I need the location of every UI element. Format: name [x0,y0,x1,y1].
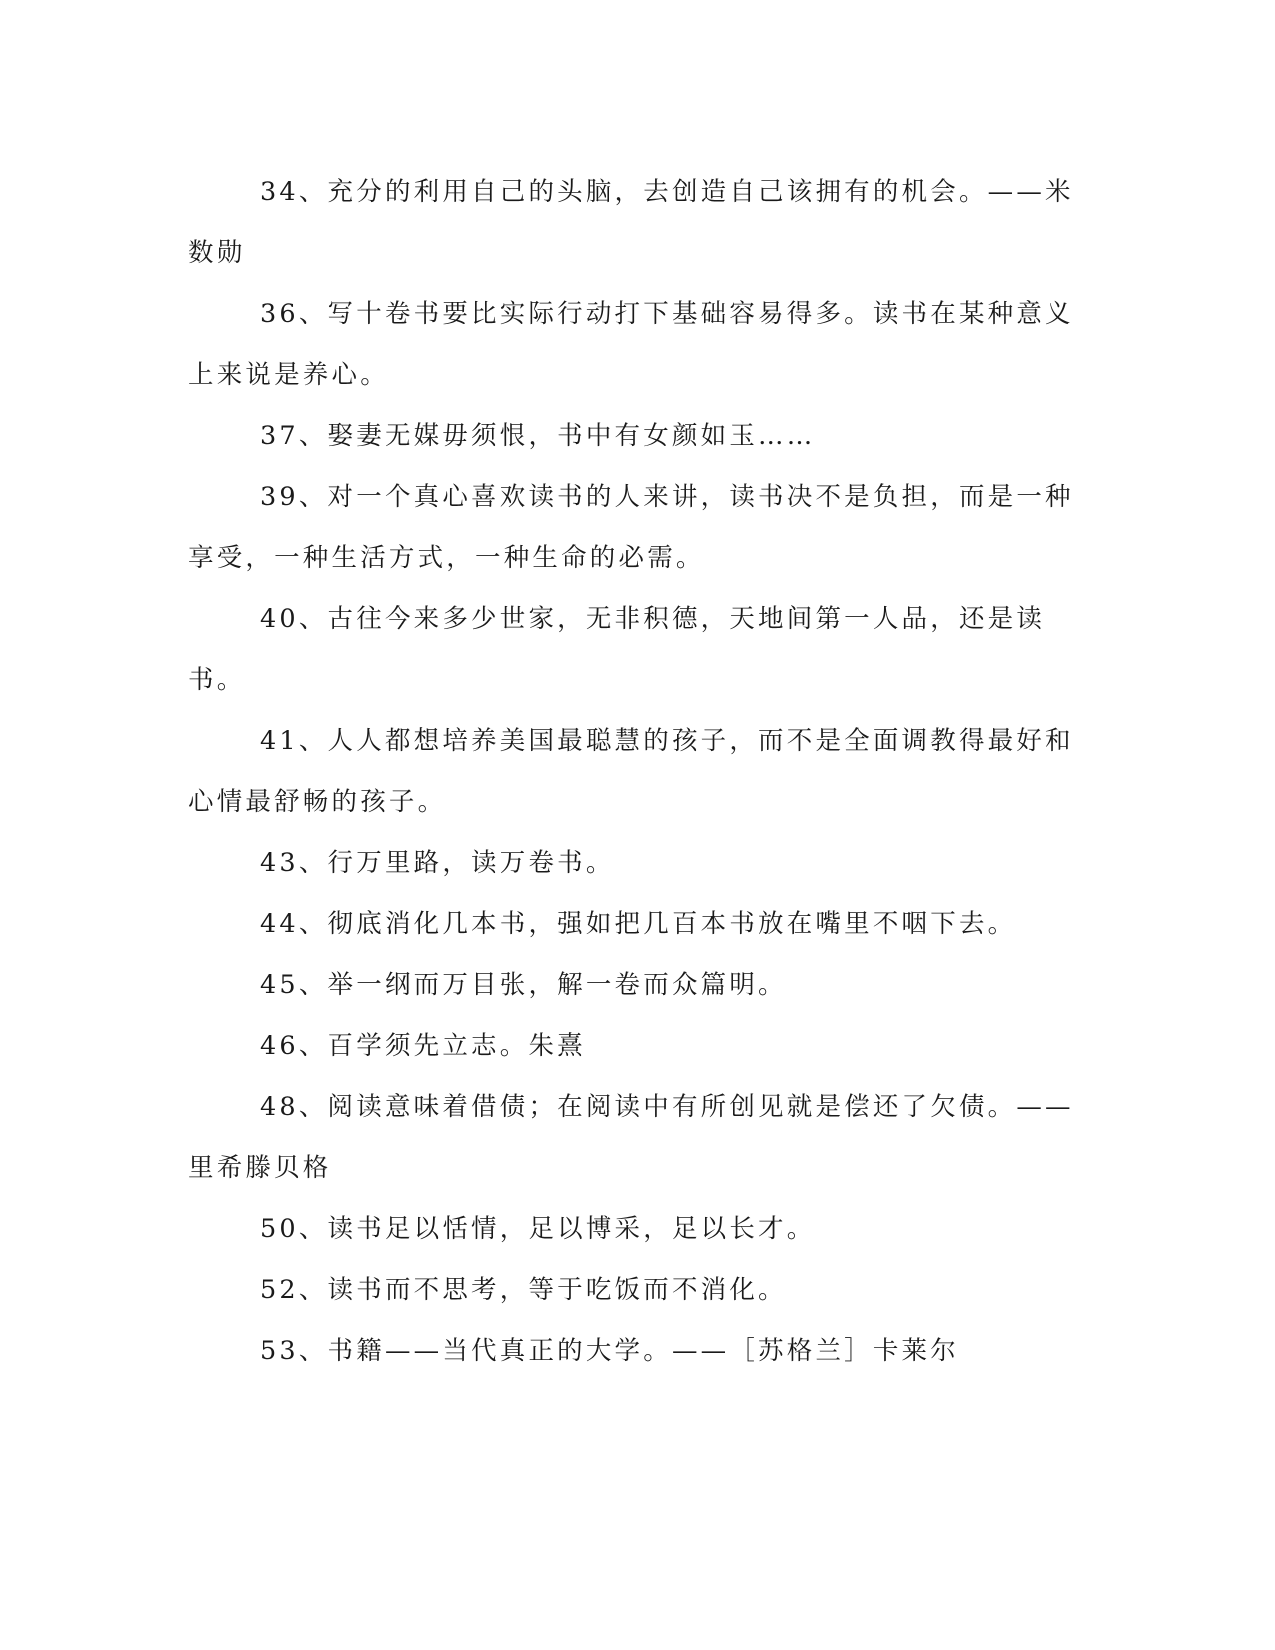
paragraph-line: 34、充分的利用自己的头脑，去创造自己该拥有的机会。——米 [260,177,1074,207]
paragraph-45 [188,955,1076,1016]
paragraph-line: 数勋 [188,238,246,268]
paragraph-52 [188,1260,1076,1321]
paragraph-line: 48、阅读意味着借债；在阅读中有所创见就是偿还了欠债。—— [260,1092,1074,1122]
paragraph-line: 享受，一种生活方式，一种生命的必需。 [188,543,705,573]
paragraph-48 [188,1077,1076,1199]
paragraph-53 [188,1321,1076,1382]
paragraph-50 [188,1199,1076,1260]
paragraph-line: 52、读书而不思考，等于吃饭而不消化。 [260,1275,787,1305]
paragraph-43 [188,833,1076,894]
paragraph-36 [188,284,1076,406]
paragraph-line: 40、古往今来多少世家，无非积德，天地间第一人品，还是读书 [188,604,1046,695]
paragraph-line: 41、人人都想培养美国最聪慧的孩子，而不是全面调教得最好和 [260,726,1074,756]
document-body [188,162,1076,1382]
paragraph-line: 46、百学须先立志。朱熹 [260,1031,586,1061]
paragraph-line: 43、行万里路，读万卷书。 [260,848,615,878]
paragraph-line: 37、娶妻无媒毋须恨，书中有女颜如玉…… [260,421,816,451]
paragraph-41 [188,711,1076,833]
paragraph-line: 里希滕贝格 [188,1153,332,1183]
paragraph-37 [188,406,1076,467]
paragraph-39 [188,467,1076,589]
paragraph-46 [188,1016,1076,1077]
paragraph-line: 。 [216,665,246,695]
paragraph-44 [188,894,1076,955]
paragraph-34 [188,162,1076,284]
paragraph-line: 心情最舒畅的孩子。 [188,787,447,817]
paragraph-line: 44、彻底消化几本书，强如把几百本书放在嘴里不咽下去。 [260,909,1017,939]
paragraph-line: 53、书籍——当代真正的大学。——［苏格兰］卡莱尔 [260,1336,959,1366]
paragraph-40 [188,589,1076,711]
paragraph-line: 50、读书足以恬情，足以博采，足以长才。 [260,1214,816,1244]
paragraph-line: 上来说是养心。 [188,360,389,390]
paragraph-line: 39、对一个真心喜欢读书的人来讲，读书决不是负担，而是一种 [260,482,1074,512]
paragraph-line: 45、举一纲而万目张，解一卷而众篇明。 [260,970,787,1000]
paragraph-line: 36、写十卷书要比实际行动打下基础容易得多。读书在某种意义 [260,299,1074,329]
